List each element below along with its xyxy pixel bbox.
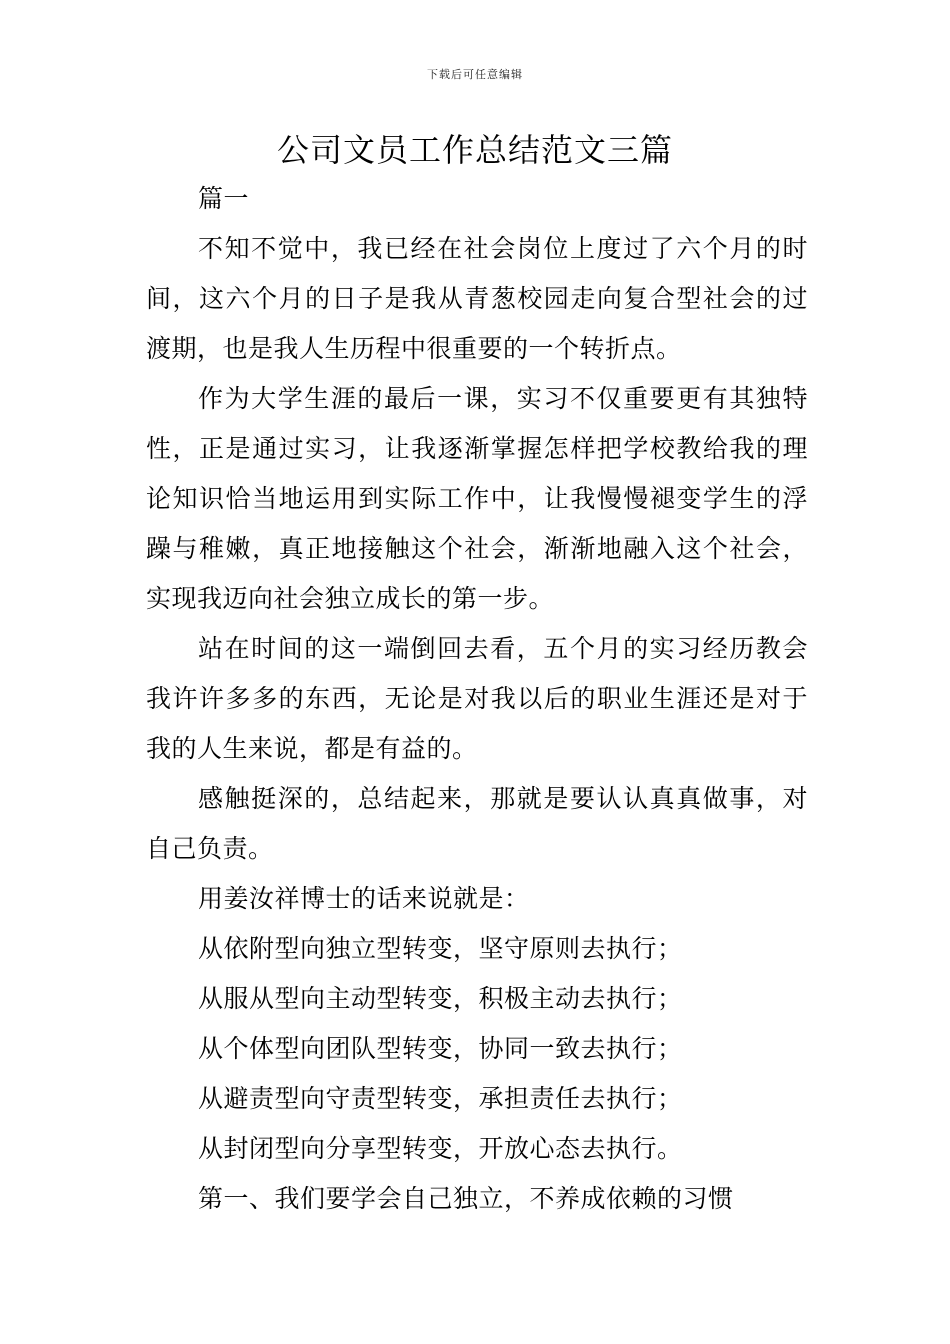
list-item: 从封闭型向分享型转变，开放心态去执行。 (198, 1134, 683, 1163)
list-item: 从依附型向独立型转变，坚守原则去执行； (198, 934, 683, 963)
paragraph: 不知不觉中，我已经在社会岗位上度过了六个月的时间，这六个月的日子是我从青葱校园走向复合型社会的过渡期，也是我人生历程中很重要的一个转折点。 (146, 234, 808, 363)
list-item: 从服从型向主动型转变，积极主动去执行； (198, 984, 683, 1013)
section-heading: 篇一 (198, 184, 250, 213)
paragraph: 第一、我们要学会自己独立，不养成依赖的习惯 (198, 1184, 734, 1213)
paragraph: 作为大学生涯的最后一课，实习不仅重要更有其独特性，正是通过实习，让我逐渐掌握怎样把学校教给我的理论知识恰当地运用到实际工作中，让我慢慢褪变学生的浮躁与稚嫩，真正地接触这个社会，渐渐地融入这个社会，实现我迈向社会独立成长的第一步。 (146, 384, 808, 613)
list-item: 从避责型向守责型转变，承担责任去执行； (198, 1084, 683, 1113)
paragraph: 感触挺深的，总结起来，那就是要认认真真做事，对自己负责。 (146, 784, 808, 863)
paragraph: 站在时间的这一端倒回去看，五个月的实习经历教会我许许多多的东西，无论是对我以后的职业生涯还是对于我的人生来说，都是有益的。 (146, 634, 808, 763)
list-item: 从个体型向团队型转变，协同一致去执行； (198, 1034, 683, 1063)
page-header-note: 下载后可任意编辑 (427, 68, 523, 81)
paragraph: 用姜汝祥博士的话来说就是： (198, 884, 530, 913)
document-body (146, 174, 808, 1224)
document-title: 公司文员工作总结范文三篇 (276, 131, 673, 169)
